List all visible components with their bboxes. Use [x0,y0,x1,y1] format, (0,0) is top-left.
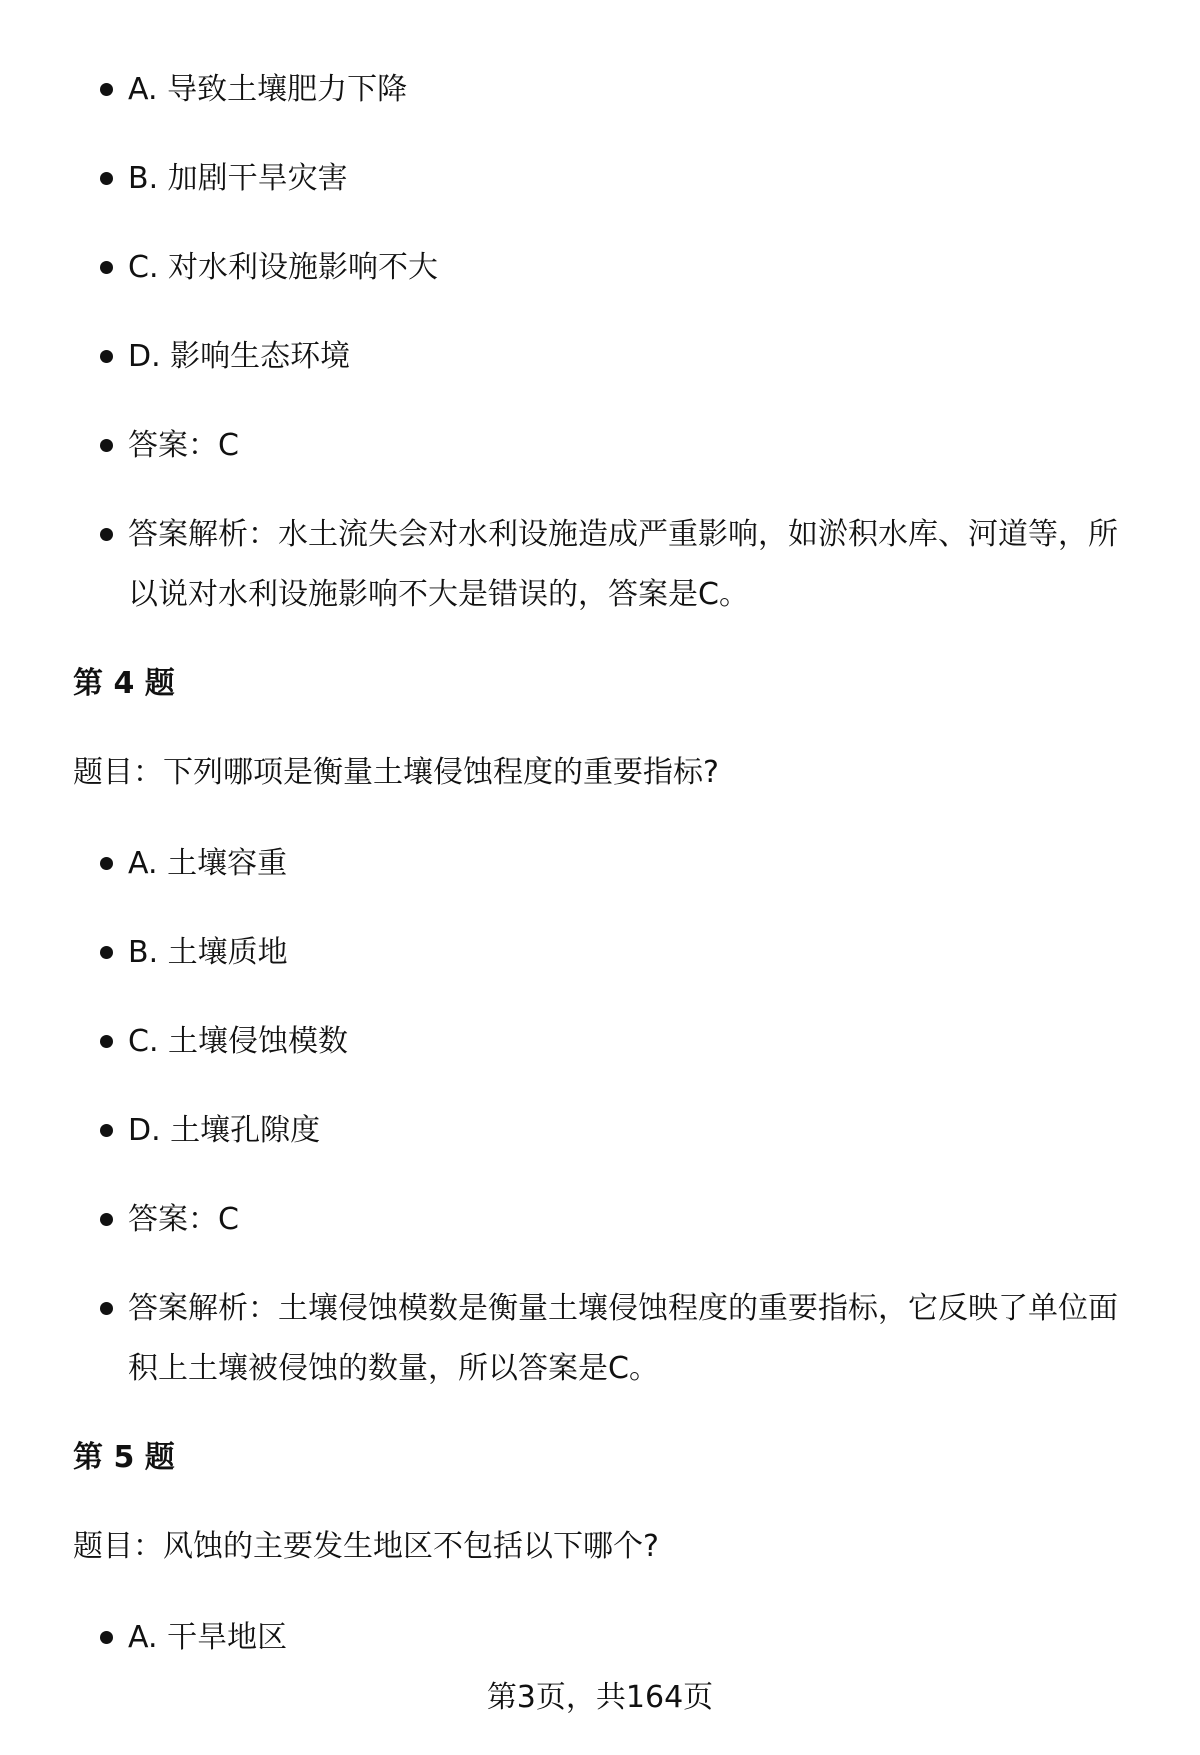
q3-option-c [128,238,1143,298]
option-text: A. 土壤容重 [128,846,288,881]
q4-option-a [128,834,1143,894]
option-text: B. 土壤质地 [128,935,288,970]
option-text: D. 土壤孔隙度 [128,1113,321,1148]
option-text: C. 土壤侵蚀模数 [128,1024,349,1059]
q4-question: 题目：下列哪项是衡量土壤侵蚀程度的重要指标? [73,755,719,790]
q3-option-d [128,327,1143,387]
option-text: A. 导致土壤肥力下降 [128,72,408,107]
q5-option-a [128,1608,1143,1668]
option-text: C. 对水利设施影响不大 [128,250,439,285]
q3-option-b [128,149,1143,209]
answer-text: 答案：C [128,1202,239,1237]
bullet-icon [100,857,113,870]
q4-heading: 第 4 题 [73,666,175,701]
option-text: D. 影响生态环境 [128,339,351,374]
bullet-icon [100,946,113,959]
bullet-icon [100,528,113,541]
bullet-icon [100,83,113,96]
bullet-icon [100,1213,113,1226]
option-text: B. 加剧干旱灾害 [128,161,348,196]
bullet-icon [100,1124,113,1137]
q4-analysis [128,1279,1143,1399]
q3-option-a [128,60,1143,120]
bullet-icon [100,439,113,452]
q5-question: 题目：风蚀的主要发生地区不包括以下哪个? [73,1529,659,1564]
analysis-text: 答案解析：土壤侵蚀模数是衡量土壤侵蚀程度的重要指标，它反映了单位面积上土壤被侵蚀的数量，所以答案是C。 [128,1291,1118,1386]
bullet-icon [100,1035,113,1048]
bullet-icon [100,261,113,274]
bullet-icon [100,1302,113,1315]
bullet-icon [100,172,113,185]
q4-option-d [128,1101,1143,1161]
q4-answer [128,1190,1143,1250]
bullet-icon [100,1631,113,1644]
bullet-icon [100,350,113,363]
option-text: A. 干旱地区 [128,1620,288,1655]
q5-heading: 第 5 题 [73,1440,175,1475]
page-number-footer: 第3页，共164页 [486,1680,714,1715]
analysis-text: 答案解析：水土流失会对水利设施造成严重影响，如淤积水库、河道等，所以说对水利设施影响不大是错误的，答案是C。 [128,517,1118,612]
q3-answer [128,416,1143,476]
q4-option-c [128,1012,1143,1072]
q3-analysis [128,505,1143,625]
answer-text: 答案：C [128,428,239,463]
q4-option-b [128,923,1143,983]
